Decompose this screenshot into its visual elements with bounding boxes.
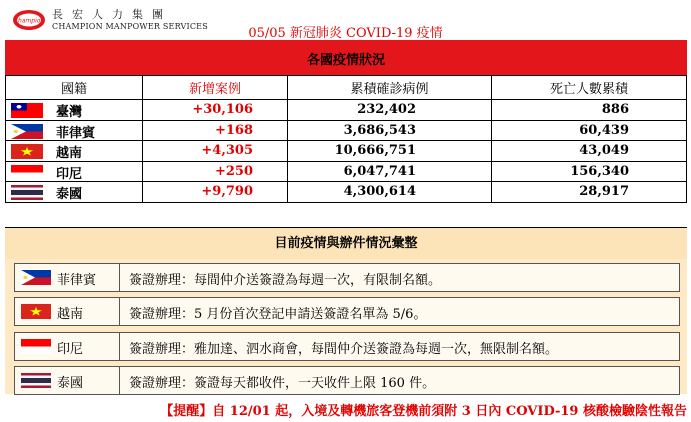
deaths-value: 28,917: [492, 182, 687, 203]
country-cell: [6, 141, 143, 162]
total-cases-value: 232,402: [288, 100, 492, 121]
company-name-cn: 長宏人力集團: [52, 8, 172, 21]
summary-note: 簽證辦理：雅加達、泗水商會，每間仲介送簽證為每週一次，無限制名額。: [129, 342, 559, 357]
vietnam-flag-icon: [21, 304, 51, 319]
country-name: 印尼: [56, 166, 83, 182]
philippines-flag-icon: [11, 124, 43, 139]
deaths-value: 156,340: [492, 161, 687, 182]
table-row: [6, 161, 687, 182]
status-section-header: [6, 41, 687, 76]
country-name: 臺灣: [56, 105, 83, 120]
column-header-new-cases: 新增案例: [143, 76, 288, 100]
country-cell: [6, 161, 143, 182]
summary-country-name: 印尼: [57, 342, 84, 357]
summary-title: 目前疫情與辦件情況彙整: [5, 227, 687, 260]
table-row: [6, 100, 687, 121]
summary-row: [14, 366, 680, 395]
philippines-flag-icon: [21, 270, 51, 285]
thailand-flag-icon: [21, 373, 51, 388]
new-cases-value: +168: [143, 120, 288, 141]
indonesia-flag-icon: [11, 165, 43, 180]
taiwan-flag-icon: [11, 103, 43, 118]
summary-country-name: 菲律賓: [57, 273, 97, 288]
vietnam-flag-icon: [11, 144, 43, 159]
summary-country-name: 越南: [57, 307, 84, 322]
table-row: [6, 120, 687, 141]
summary-row: [14, 263, 680, 292]
new-cases-value: +4,305: [143, 141, 288, 162]
country-name: 越南: [56, 146, 83, 161]
summary-row: [14, 332, 680, 361]
logo-mark-text: Champion: [13, 17, 45, 25]
summary-country-cell: [15, 333, 120, 360]
country-cell: [6, 120, 143, 141]
new-cases-value: +30,106: [143, 100, 288, 121]
summary-country-cell: [15, 264, 120, 291]
total-cases-value: 6,047,741: [288, 161, 492, 182]
summary-note: 簽證辦理：簽證每天都收件，一天收件上限 160 件。: [129, 376, 436, 391]
company-name-en: CHAMPION MANPOWER SERVICES: [52, 22, 208, 31]
reminder-text: 【提醒】自 12/01 起，入境及轉機旅客登機前須附 3 日內 COVID-19 核酸檢驗陰性報告: [160, 404, 687, 419]
deaths-value: 886: [492, 100, 687, 121]
page-title: 05/05 新冠肺炎 COVID-19 疫情: [248, 26, 443, 41]
covid-status-table: [5, 40, 687, 203]
country-cell: [6, 100, 143, 121]
summary-note: 簽證辦理：5 月份首次登記申請送簽證名單為 5/6。: [129, 307, 427, 322]
total-cases-value: 10,666,751: [288, 141, 492, 162]
country-name: 菲律賓: [56, 125, 96, 141]
total-cases-value: 4,300,614: [288, 182, 492, 203]
table-row: [6, 141, 687, 162]
total-cases-value: 3,686,543: [288, 120, 492, 141]
new-cases-value: +9,790: [143, 182, 288, 203]
summary-country-cell: [15, 367, 120, 394]
indonesia-flag-icon: [21, 339, 51, 354]
column-header-total-cases: 累積確診病例: [288, 76, 492, 100]
summary-country-cell: [15, 298, 120, 325]
deaths-value: 43,049: [492, 141, 687, 162]
thailand-flag-icon: [11, 185, 43, 200]
new-cases-value: +250: [143, 161, 288, 182]
summary-row: [14, 297, 680, 326]
summary-country-name: 泰國: [57, 376, 84, 391]
summary-panel: [5, 259, 687, 394]
country-name: 泰國: [56, 187, 83, 202]
deaths-value: 60,439: [492, 120, 687, 141]
summary-note: 簽證辦理：每間仲介送簽證為每週一次，有限制名額。: [129, 273, 442, 288]
column-header-country: 國籍: [6, 76, 143, 100]
column-header-deaths: 死亡人數累積: [492, 76, 687, 100]
country-cell: [6, 182, 143, 203]
column-header-row: [6, 76, 687, 100]
status-section-title: 各國疫情狀況: [6, 41, 687, 76]
table-row: [6, 182, 687, 203]
